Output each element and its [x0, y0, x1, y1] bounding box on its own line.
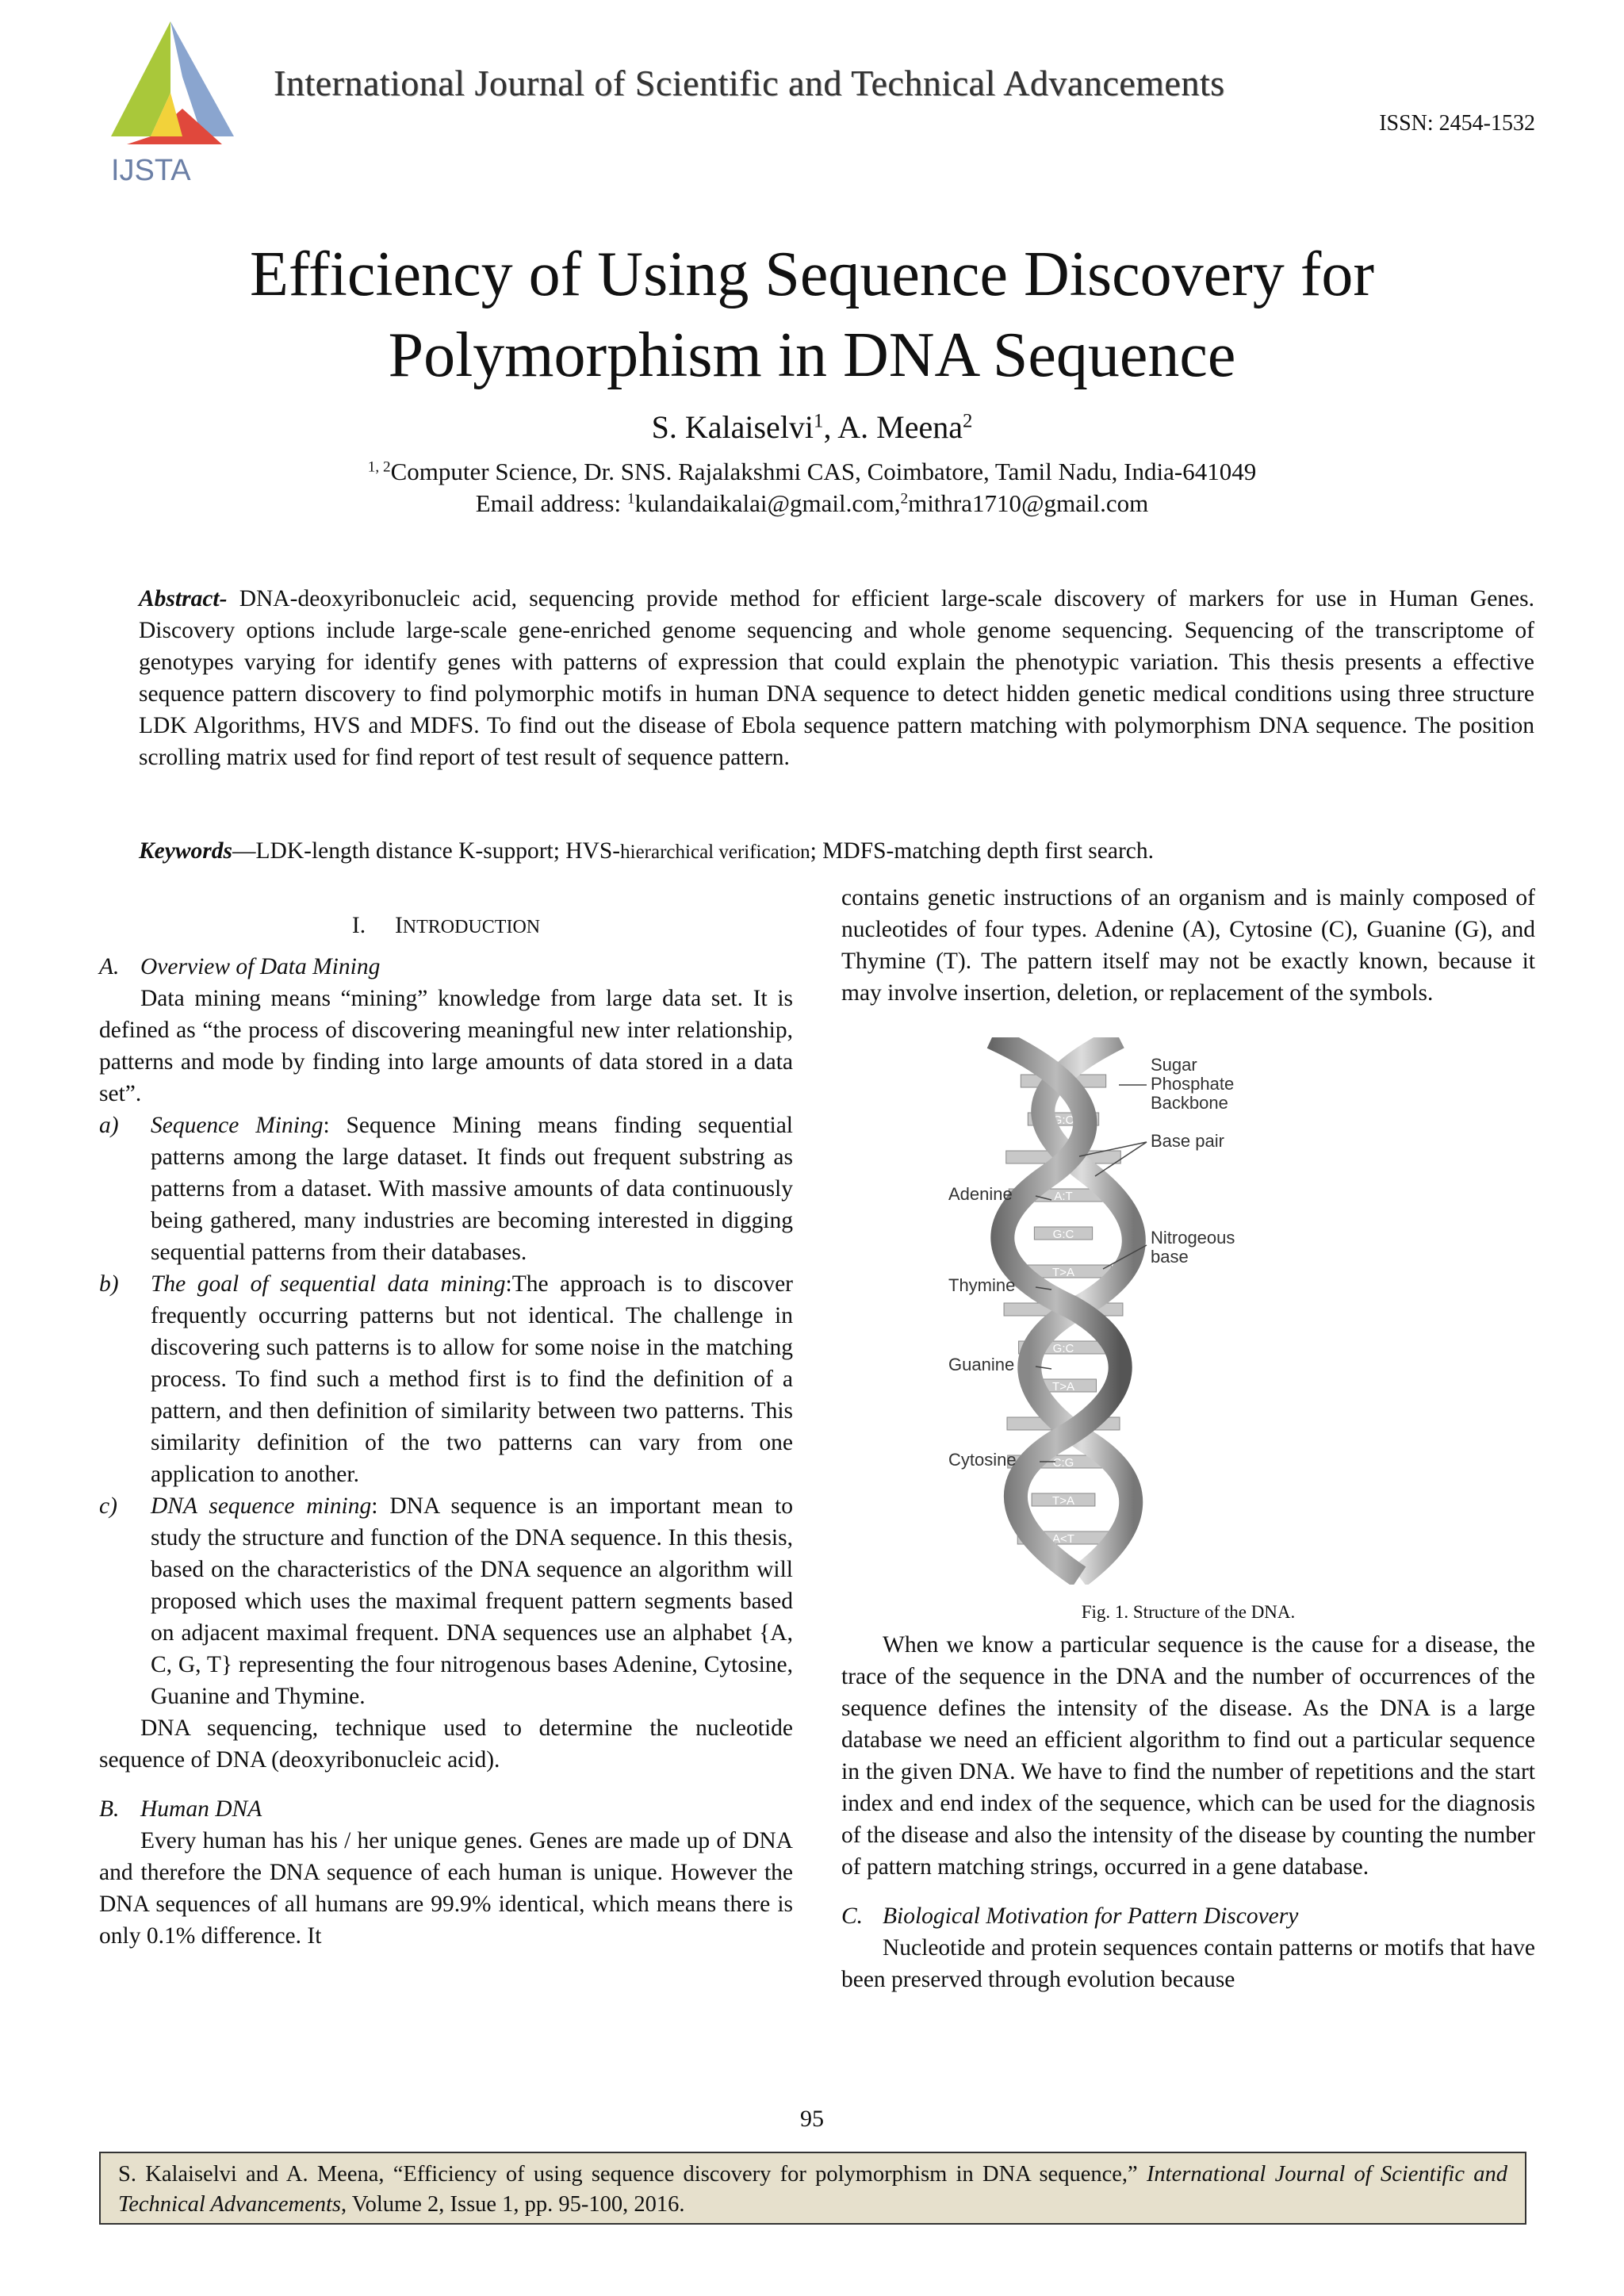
- subsection-a-heading: A. Overview of Data Mining: [99, 954, 381, 979]
- figure-caption: Fig. 1. Structure of the DNA.: [1081, 1602, 1296, 1622]
- affiliation-block: [0, 456, 1624, 519]
- author-1: S. Kalaiselvi: [651, 409, 814, 445]
- base-pair-label: G:C: [1052, 1075, 1074, 1089]
- list-item-b: b) The goal of sequential data mining:The approach is to discover frequently occurring patterns but not identical. The challenge in discovering such patterns is to allow for some noise in the matching process. To find such a method first is to find the definition of a pattern, and then definition of similarity between two patterns. This similarity definition of the two patterns can vary from one application to another.: [99, 1271, 793, 1487]
- base-pair-label: A<T: [1052, 1532, 1074, 1546]
- logo-text: IJSTA: [111, 154, 191, 187]
- journal-name: International Journal of Scientific and Technical Advancements: [274, 63, 1225, 103]
- email-line: Email address: $^1$kulandaikalai@gmail.com,$^2$mithra1710@gmail.com: [475, 489, 1149, 517]
- abstract-text: DNA-deoxyribonucleic acid, sequencing provide method for efficient large-scale discovery of markers for use in Human Genes. Discovery options include large-scale gene-enriched genome sequencing and whole genome sequencing. Sequencing of the transcriptome of genotypes varying for identify genes with patterns of expression that could explain the phenotypic variation. This thesis presents a effective sequence pattern discovery to find polymorphic motifs in human DNA sequence to detect hidden genetic medical conditions using three structure LDK Algorithms, HVS and MDFS. To find out the disease of Ebola sequence pattern matching with polymorphism DNA sequence. The position scrolling matrix used for find report of test result of sequence pattern.: [139, 586, 1534, 770]
- paragraph-dna-sequencing: DNA sequencing, technique used to determine the nucleotide sequence of DNA (deoxyribonucleic acid).: [99, 1715, 793, 1773]
- left-column: [99, 882, 793, 1952]
- base-pair-label: G:C: [1052, 1228, 1074, 1241]
- label-thymine: Thymine: [948, 1275, 1016, 1295]
- author-line: S. Kalaiselvi$^1$, A. Meena$^2$: [651, 409, 973, 445]
- label-sugar-3: Backbone: [1151, 1093, 1228, 1113]
- abstract: [139, 583, 1534, 773]
- section-heading-introduction: I. INTRODUCTION: [351, 913, 541, 938]
- citation-footer: S. Kalaiselvi and A. Meena, “Efficiency of using sequence discovery for polymorphism in DNA sequence,” International Journal of Scientific and Technical Advancements, Volume 2, Issue 1, pp. 95-100, 2016.: [99, 2152, 1526, 2225]
- base-pair-label: T>A: [1052, 1380, 1074, 1393]
- issn: ISSN: 2454-1532: [1379, 111, 1535, 136]
- email-1[interactable]: kulandaikalai@gmail.com,: [634, 489, 901, 517]
- author-2: A. Meena: [837, 409, 963, 445]
- label-guanine: Guanine: [948, 1355, 1015, 1374]
- dna-helix-illustration: [841, 1037, 1535, 1585]
- label-nitrogeous-2: base: [1151, 1247, 1189, 1267]
- paper-title: [119, 234, 1505, 396]
- label-cytosine: Cytosine: [948, 1450, 1017, 1470]
- label-nitrogeous-1: Nitrogeous: [1151, 1228, 1235, 1248]
- affiliation: $^{1, 2}$Computer Science, Dr. SNS. Rajalakshmi CAS, Coimbatore, Tamil Nadu, India-641049: [367, 458, 1257, 485]
- paragraph-disease-sequence: When we know a particular sequence is the cause for a disease, the trace of the sequence in the DNA and the number of occurrences of the sequence defines the intensity of the disease. As the DNA is a large database we need an efficient algorithm to find out a particular sequence in the given DNA. We have to find the number of repetitions and the start index and end index of the sequence, which can be used for the diagnosis of the disease and also the intensity of the disease by counting the number of pattern matching strings, occurred in a gene database.: [841, 1632, 1535, 1880]
- base-pair-label: A:T: [1054, 1190, 1073, 1203]
- subsection-b-heading: B. Human DNA: [99, 1796, 262, 1822]
- abstract-label: Abstract-: [139, 586, 228, 611]
- email-2[interactable]: mithra1710@gmail.com: [908, 489, 1149, 517]
- list-item-a: a) Sequence Mining: Sequence Mining means finding sequential patterns among the large dataset. It finds out frequent substring as patterns from a dataset. With massive amounts of data continuously being gathered, many industries are becoming interested in digging sequential patterns from their databases.: [99, 1113, 794, 1265]
- label-sugar-2: Phosphate: [1151, 1074, 1235, 1094]
- base-pair-label: T>A: [1052, 1494, 1074, 1508]
- base-pair-label: G:C: [1052, 1342, 1074, 1355]
- title-line-1: Efficiency of Using Sequence Discovery for: [249, 240, 1375, 309]
- base-pair-label: T>A: [1052, 1266, 1074, 1279]
- right-column: [841, 882, 1535, 1995]
- base-pair-label: G:C: [1052, 1114, 1074, 1127]
- title-line-2: Polymorphism in DNA Sequence: [388, 320, 1236, 390]
- journal-logo: [95, 17, 246, 188]
- paragraph-data-mining: Data mining means “mining” knowledge from large data set. It is defined as “the process of discovering meaningful new inter relationship, patterns and mode by finding into large amounts of data stored in a data set”.: [99, 986, 793, 1106]
- keywords: Keywords—LDK-length distance K-support; HVS-hierarchical verification; MDFS-matching depth first search.: [139, 838, 1155, 864]
- subsection-c-heading: C. Biological Motivation for Pattern Discovery: [841, 1903, 1299, 1929]
- base-pair-label: A<T: [1052, 1304, 1074, 1317]
- label-base-pair: Base pair: [1151, 1131, 1224, 1151]
- base-pair-label: T<A: [1052, 1152, 1074, 1165]
- base-pair-label: A<T: [1052, 1418, 1074, 1432]
- paragraph-human-dna: Every human has his / her unique genes. Genes are made up of DNA and therefore the DNA sequence of each human is unique. However the DNA sequences of all humans are 99.9% identical, which means there is only 0.1% difference. It: [99, 1828, 793, 1949]
- base-pair-label: C:G: [1052, 1456, 1074, 1470]
- paragraph-continuation: contains genetic instructions of an organism and is mainly composed of nucleotides of four types. Adenine (A), Cytosine (C), Guanine (G), and Thymine (T). The pattern itself may not be exactly known, because it may involve insertion, deletion, or replacement of the symbols.: [841, 885, 1535, 1006]
- keywords-label: Keywords: [139, 838, 232, 864]
- paragraph-biological-motivation: Nucleotide and protein sequences contain patterns or motifs that have been preserved through evolution because: [841, 1935, 1535, 1992]
- dna-figure: [841, 1037, 1535, 1622]
- list-item-c: c) DNA sequence mining: DNA sequence is an important mean to study the structure and function of the DNA sequence. In this thesis, based on the characteristics of the DNA sequence an algorithm will proposed which uses the maximal frequent pattern segments based on adjacent maximal frequent. DNA sequences use an alphabet {A, C, G, T} representing the four nitrogenous bases Adenine, Cytosine, Guanine and Thymine.: [99, 1493, 793, 1709]
- label-adenine: Adenine: [948, 1184, 1013, 1204]
- label-sugar-1: Sugar: [1151, 1055, 1197, 1075]
- page-number: 95: [800, 2106, 824, 2132]
